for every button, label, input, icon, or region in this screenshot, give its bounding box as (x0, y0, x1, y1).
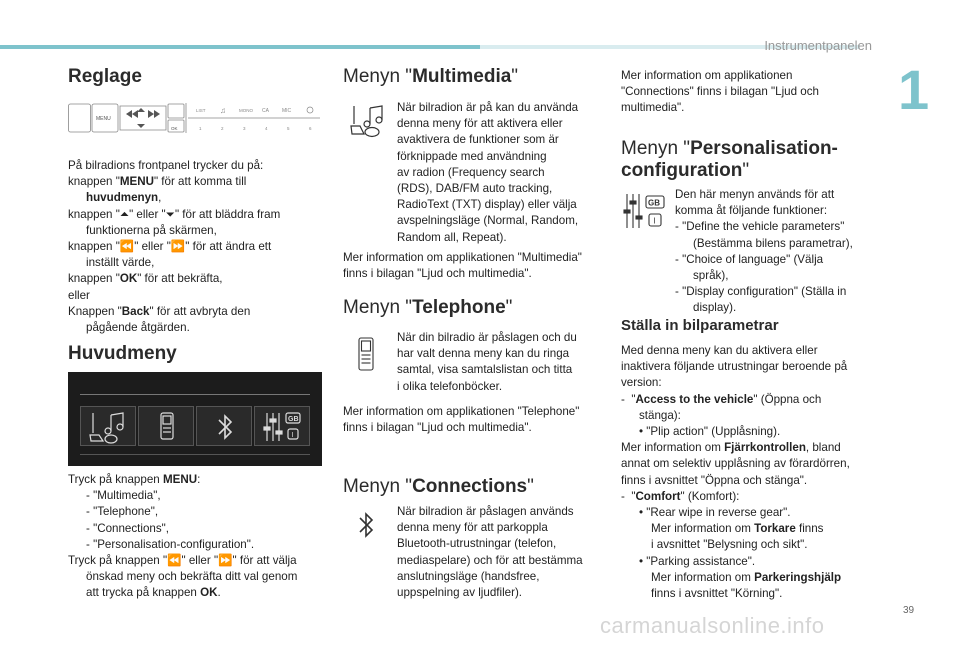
svg-text:1: 1 (199, 126, 202, 131)
svg-text:3: 3 (243, 126, 246, 131)
section-title-huvudmeny: Huvudmeny (68, 343, 177, 364)
section-title-bilparametrar: Ställa in bilparametrar (621, 317, 779, 334)
telephone-more: Mer information om applikationen "Telephone" finns i bilagan "Ljud och multimedia". (343, 405, 580, 435)
huvudmeny-text: Tryck på knappen MENU: - "Multimedia", - "Telephone", - "Connections", - "Personalisation-configuration". Tryck på knappen "⏪" eller "⏩" för att välja önskad meny och bekräfta ditt val genom att trycka på knappen OK. (68, 473, 298, 600)
svg-text:I: I (653, 216, 656, 226)
connections-desc: När bilradion är påslagen används denna meny för att parkoppla Bluetooth-utrustningar (telefon, mediaspelare) och för att bestämma anslutningsläge (handsfree, uppspelning av ljudfiler). (397, 505, 583, 600)
watermark: carmanualsonline.info (600, 613, 825, 638)
personalisation-menu-tile[interactable] (254, 406, 310, 446)
main-menu-screen (68, 372, 322, 466)
multimedia-icon (348, 104, 386, 138)
section-title-reglage: Reglage (68, 66, 142, 87)
settings-sliders-icon (255, 407, 311, 447)
settings-sliders-icon (622, 192, 668, 230)
svg-text:6: 6 (309, 126, 312, 131)
section-title-personalisation: Menyn "Personalisation- configuration" (621, 138, 838, 181)
bluetooth-icon (197, 407, 253, 447)
telephone-menu-tile[interactable] (138, 406, 194, 446)
phone-icon (356, 336, 376, 372)
svg-text:CA: CA (262, 108, 269, 114)
chapter-number: 1 (898, 58, 930, 121)
page-number: 39 (903, 605, 915, 616)
telephone-desc: När din bilradio är påslagen och du har valt denna meny kan du ringa samtal, visa samtalslistan och titta i olika telefonböcker. (397, 331, 577, 393)
svg-text:GB: GB (648, 198, 660, 208)
running-title: Instrumentpanelen (764, 38, 872, 53)
personalisation-desc: Den här menyn används för att komma åt följande funktioner: - "Define the vehicle parameters" (Bestämma bilens parametrar), - "Choice of language" (Välja språk), - "Display configuration" (Ställa in display). (675, 188, 853, 315)
section-title-multimedia: Menyn "Multimedia" (343, 66, 519, 87)
multimedia-desc: När bilradion är på kan du använda denna meny för att aktivera eller avaktivera de funktioner som är förknippade med användning av radion (Frequency search (RDS), DAB/FM auto tracking, RadioText (TXT) display) eller välja avspelningsläge (Normal, Random, Random all, Repeat). (397, 101, 579, 244)
svg-text:LIST: LIST (196, 108, 206, 113)
connections-menu-tile[interactable] (196, 406, 252, 446)
multimedia-menu-tile[interactable] (80, 406, 136, 446)
svg-text:4: 4 (265, 126, 268, 131)
reglage-text: På bilradions frontpanel trycker du på: knappen "MENU" för att komma till huvudmenyn, knappen "⏶" eller "⏷" för att bläddra fram funktionerna på skärmen, knappen "⏪" eller "⏩" för att ändra ett inställt värde, knappen "OK" för att bekräfta, eller Knappen "Back" för att avbryta den pågående åtgärden. (68, 159, 281, 335)
bilparam-text: Med denna meny kan du aktivera eller inaktivera följande utrustningar beroende på version: - "Access to the vehicle" (Öppna och stänga): • "Plip action" (Upplåsning). Mer information om Fjärrkontrollen, bland annat om selektiv upplåsning av förardörren, finns i avsnittet "Öppna och stänga". - "Comfort" (Komfort): • "Rear wipe in reverse gear". Mer information om Torkare finns i avsnittet "Belysning och sikt". • "Parking assistance". Mer information om Parkeringshjälp finns i avsnittet "Körning". (621, 344, 850, 601)
connections-more: Mer information om applikationen "Connections" finns i bilagan "Ljud och multimedia". (621, 69, 819, 115)
phone-icon (139, 407, 195, 447)
svg-text:I: I (291, 432, 294, 439)
header-accent-bar (0, 45, 480, 49)
menu-key-label: MENU (96, 116, 111, 122)
section-title-telephone: Menyn "Telephone" (343, 297, 513, 318)
bluetooth-icon (358, 510, 374, 540)
music-note-icon (81, 407, 137, 447)
section-title-connections: Menyn "Connections" (343, 476, 534, 497)
svg-text:5: 5 (287, 126, 290, 131)
svg-text:2: 2 (221, 126, 224, 131)
multimedia-more: Mer information om applikationen "Multimedia" finns i bilagan "Ljud och multimedia". (343, 251, 582, 281)
svg-text:♫: ♫ (220, 106, 226, 115)
svg-text:GB: GB (288, 416, 299, 423)
svg-text:MONO: MONO (239, 108, 253, 113)
radio-panel-illustration (68, 100, 322, 136)
svg-text:OK: OK (171, 126, 178, 131)
svg-text:MIC: MIC (282, 108, 292, 114)
